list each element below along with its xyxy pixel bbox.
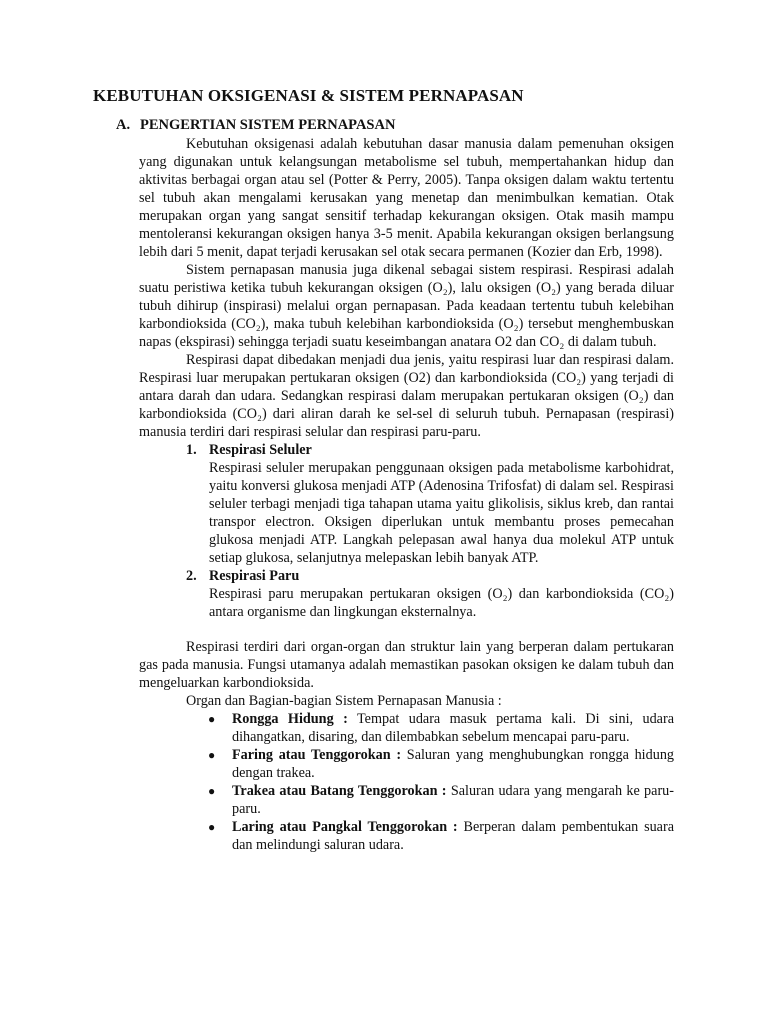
organ-term: Trakea atau Batang Tenggorokan : xyxy=(232,783,447,799)
list-item-heading xyxy=(186,441,674,459)
paragraph-respiration-system: Sistem pernapasan manusia juga dikenal sebagai sistem respirasi. Respirasi adalah suatu peristiwa ketika tubuh kekurangan oksigen (O₂), lalu oksigen (O₂) yang berada diluar tubuh dihirup (inspirasi) melalui organ pernapasan. Pada keadaan tertentu tubuh kelebihan karbondioksida (CO₂), maka tubuh kelebihan karbondioksida (O₂) tersebut menghembuskan napas (ekspirasi) sehingga terjadi suatu keseimbangan anatara O2 dan CO₂ di dalam tubuh. xyxy=(139,262,674,350)
list-item-title: Respirasi Seluler xyxy=(209,442,312,458)
organ-description: Berperan dalam pembentukan suara dan melindungi saluran udara. xyxy=(232,819,674,853)
list-number: 2. xyxy=(186,568,197,584)
bullet-icon: ● xyxy=(208,712,216,726)
list-item-heading xyxy=(186,567,674,585)
organ-description: Tempat udara masuk pertama kali. Di sini, udara dihangatkan, disaring, dan dilembabkan sebelum mencapai paru-paru. xyxy=(232,711,674,745)
document-body xyxy=(139,135,674,854)
organ-term: Laring atau Pangkal Tenggorokan : xyxy=(232,819,458,835)
list-number: 1. xyxy=(186,442,197,458)
blank-line xyxy=(139,621,674,638)
list-item xyxy=(208,746,675,782)
list-item-text: Respirasi seluler merupakan penggunaan oksigen pada metabolisme karbohidrat, yaitu konversi glukosa menjadi ATP (Adenosina Trifosfat) di dalam sel. Respirasi seluler terbagi menjadi tiga tahapan utama yaitu glikolisis, siklus kreb, dan rantai transpor electron. Oksigen diperlukan untuk membantu proses pemecahan glukosa menjadi ATP. Langkah pelepasan awal hanya dua molekul ATP untuk setiap glukosa, selanjutnya melepaskan lebih banyak ATP. xyxy=(209,460,674,566)
list-item xyxy=(208,710,674,746)
document-title: KEBUTUHAN OKSIGENASI & SISTEM PERNAPASAN xyxy=(93,86,524,105)
organs-list xyxy=(139,710,674,854)
list-item xyxy=(208,818,674,854)
bullet-icon: ● xyxy=(208,820,216,834)
section-a-heading xyxy=(116,117,395,134)
organ-term: Faring atau Tenggorokan : xyxy=(232,747,402,763)
paragraph-oxygenation: Kebutuhan oksigenasi adalah kebutuhan dasar manusia dalam pemenuhan oksigen yang digunakan untuk kelangsungan metabolisme sel tubuh, mempertahankan hidup dan aktivitas berbagai organ atau sel (Potter & Perry, 2005). Tanpa oksigen dalam waktu tertentu sel tubuh akan mengalami kerusakan yang menetap dan menimbulkan kematian. Otak merupakan organ yang sangat sensitif terhadap kekurangan oksigen. Otak masih mampu mentoleransi kekurangan oksigen hanya 3-5 menit. Apabila kekurangan oksigen berlangsung lebih dari 5 menit, dapat terjadi kerusakan sel otak secara permanen (Kozier dan Erb, 1998). xyxy=(139,136,674,260)
list-item xyxy=(208,782,674,818)
organs-intro: Organ dan Bagian-bagian Sistem Pernapasan Manusia : xyxy=(186,693,502,709)
bullet-icon: ● xyxy=(208,784,216,798)
list-item-lung-respiration xyxy=(186,567,674,621)
paragraph-organs-function: Respirasi terdiri dari organ-organ dan struktur lain yang berperan dalam pertukaran gas pada manusia. Fungsi utamanya adalah memastikan pasokan oksigen ke dalam tubuh dan mengeluarkan karbondioksida. xyxy=(139,639,674,691)
section-a-label: A. xyxy=(116,117,131,133)
list-item-title: Respirasi Paru xyxy=(209,568,300,584)
organ-description: Saluran udara yang mengarah ke paru-paru. xyxy=(232,783,674,817)
section-a-title: PENGERTIAN SISTEM PERNAPASAN xyxy=(140,117,396,133)
organ-description: Saluran yang menghubungkan rongga hidung dengan trakea. xyxy=(232,747,675,781)
bullet-icon: ● xyxy=(208,748,216,762)
paragraph-respiration-types: Respirasi dapat dibedakan menjadi dua jenis, yaitu respirasi luar dan respirasi dalam. Respirasi luar merupakan pertukaran oksigen (O2) dan karbondioksida (CO₂) yang terjadi di antara darah dan udara. Sedangkan respirasi dalam merupakan pertukaran oksigen (O₂) dan karbondioksida (CO₂) dari aliran darah ke sel-sel di seluruh tubuh. Pernapasan (respirasi) manusia terdiri dari respirasi selular dan respirasi paru-paru. xyxy=(139,352,674,440)
organ-term: Rongga Hidung : xyxy=(232,711,348,727)
list-item-cellular-respiration xyxy=(186,441,674,567)
list-item-text: Respirasi paru merupakan pertukaran oksigen (O₂) dan karbondioksida (CO₂) antara organisme dan lingkungan eksternalnya. xyxy=(209,586,674,620)
